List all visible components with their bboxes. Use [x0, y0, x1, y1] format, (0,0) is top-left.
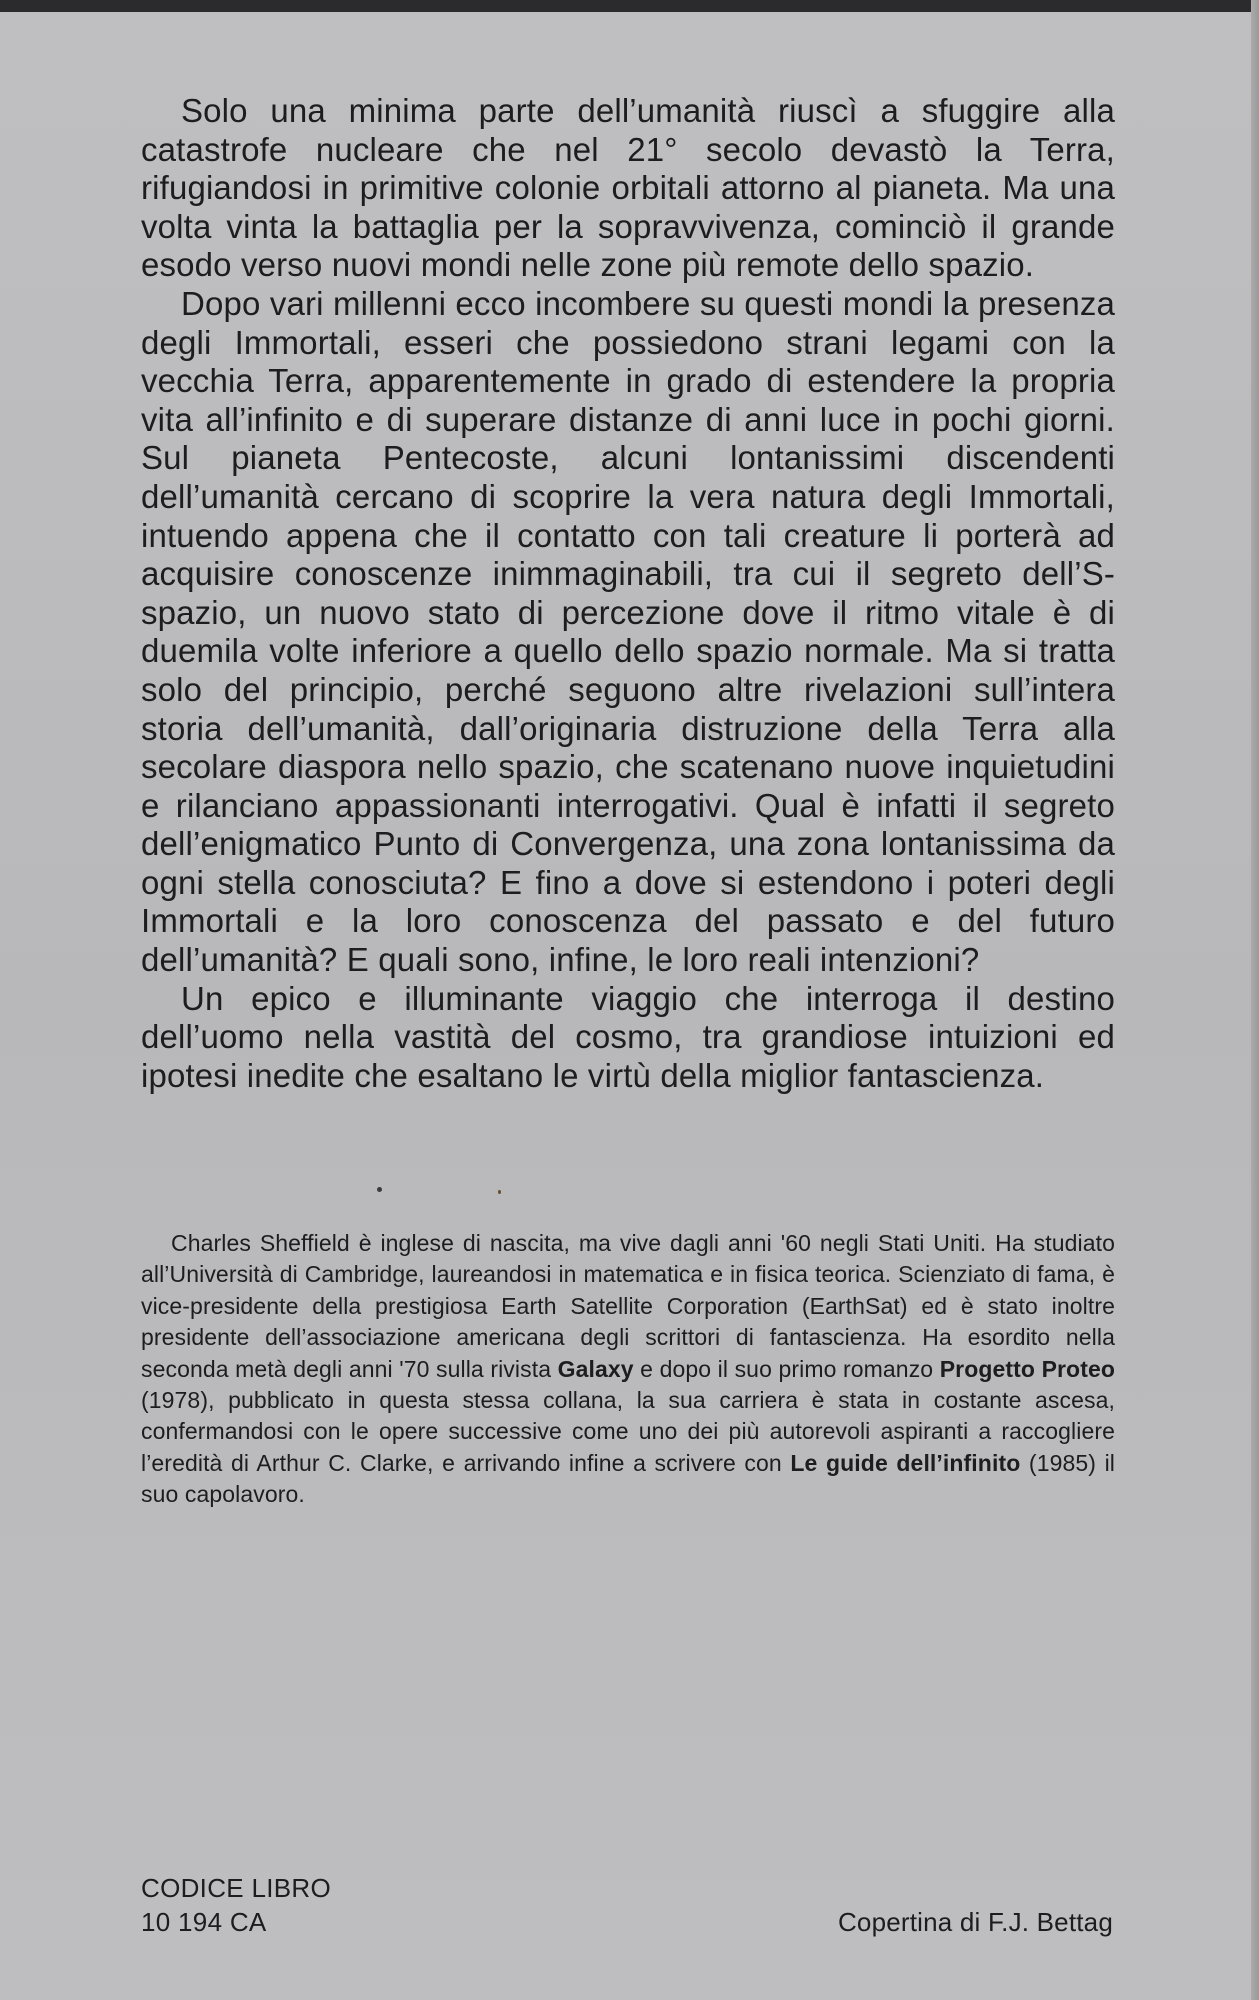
print-speck	[377, 1187, 382, 1192]
synopsis-paragraph: Solo una minima parte dell’umanità riuscì a sfuggire alla catastrofe nucleare che nel 21° secolo devastò la Terra, rifugiandosi in primitive colonie orbitali attorno al pianeta. Ma una volta vinta la battaglia per la sopravvivenza, cominciò il grande esodo verso nuovi mondi nelle zone più remote dello spazio.	[141, 92, 1115, 284]
bio-text: Charles Sheffield è inglese di nascita, ma vive dagli anni '60 negli Stati Uniti. Ha studiato all’Università di Cambridge, laureandosi in matematica e in fisica teorica. Scienziato di fama, è vice-presidente della prestigiosa Earth Satellite Corporation (EarthSat) ed è stato inoltre presidente dell’associazione americana degli scrittori di fantascienza. Ha esordito nella seconda metà degli anni '70 sulla rivista	[141, 1230, 1115, 1382]
synopsis	[141, 92, 1115, 1095]
synopsis-paragraph: Dopo vari millenni ecco incombere su questi mondi la presenza degli Immortali, esseri che possiedono strani legami con la vecchia Terra, apparentemente in grado di estendere la propria vita all’infinito e di superare distanze di anni luce in pochi giorni. Sul pianeta Pentecoste, alcuni lontanissimi discendenti dell’umanità cercano di scoprire la vera natura degli Immortali, intuendo appena che il contatto con tali creature li porterà ad acquisire conoscenze inimmaginabili, tra cui il segreto dell’S-spazio, un nuovo stato di percezione dove il ritmo vitale è di duemila volte inferiore a quello dello spazio normale. Ma si tratta solo del principio, perché seguono altre rivelazioni sull’intera storia dell’umanità, dall’originaria distruzione della Terra alla secolare diaspora nello spazio, che scatenano nuove inquietudini e rilanciano appassionanti interrogativi. Qual è infatti il segreto dell’enigmatico Punto di Convergenza, una zona lontanissima da ogni stella conosciuta? E fino a dove si estendono i poteri degli Immortali e la loro conoscenza del passato e del futuro dell’umanità? E quali sono, infine, le loro reali intenzioni?	[141, 284, 1115, 979]
magazine-title: Galaxy	[557, 1355, 634, 1382]
author-bio	[141, 1228, 1115, 1511]
first-novel-title: Progetto Proteo	[939, 1355, 1116, 1382]
bio-text: e dopo il suo primo romanzo	[633, 1355, 940, 1382]
book-code-label: CODICE LIBRO	[141, 1873, 331, 1903]
cover-top-edge	[0, 0, 1259, 12]
bio-text: (1978), pubblicato in questa stessa collana, la sua carriera è stata in costante ascesa, confermandosi con le opere successive come uno dei più autorevoli aspiranti a raccogliere l’eredità di Arthur C. Clarke, e arrivando infine a scrivere con	[141, 1387, 1115, 1476]
author-bio-paragraph	[141, 1228, 1115, 1511]
masterpiece-title: Le guide dell’infinito	[790, 1449, 1021, 1476]
cover-credit: Copertina di F.J. Bettag	[837, 1907, 1113, 1937]
book-code-value: 10 194 CA	[141, 1907, 267, 1937]
synopsis-paragraph: Un epico e illuminante viaggio che interroga il destino dell’uomo nella vastità del cosmo, tra grandiose intuizioni ed ipotesi inedite che esaltano le virtù della miglior fantascienza.	[141, 979, 1115, 1094]
print-speck	[498, 1190, 501, 1194]
bio-text: (1985) il suo capolavoro.	[141, 1449, 1116, 1508]
cover-right-edge	[1251, 0, 1259, 2000]
